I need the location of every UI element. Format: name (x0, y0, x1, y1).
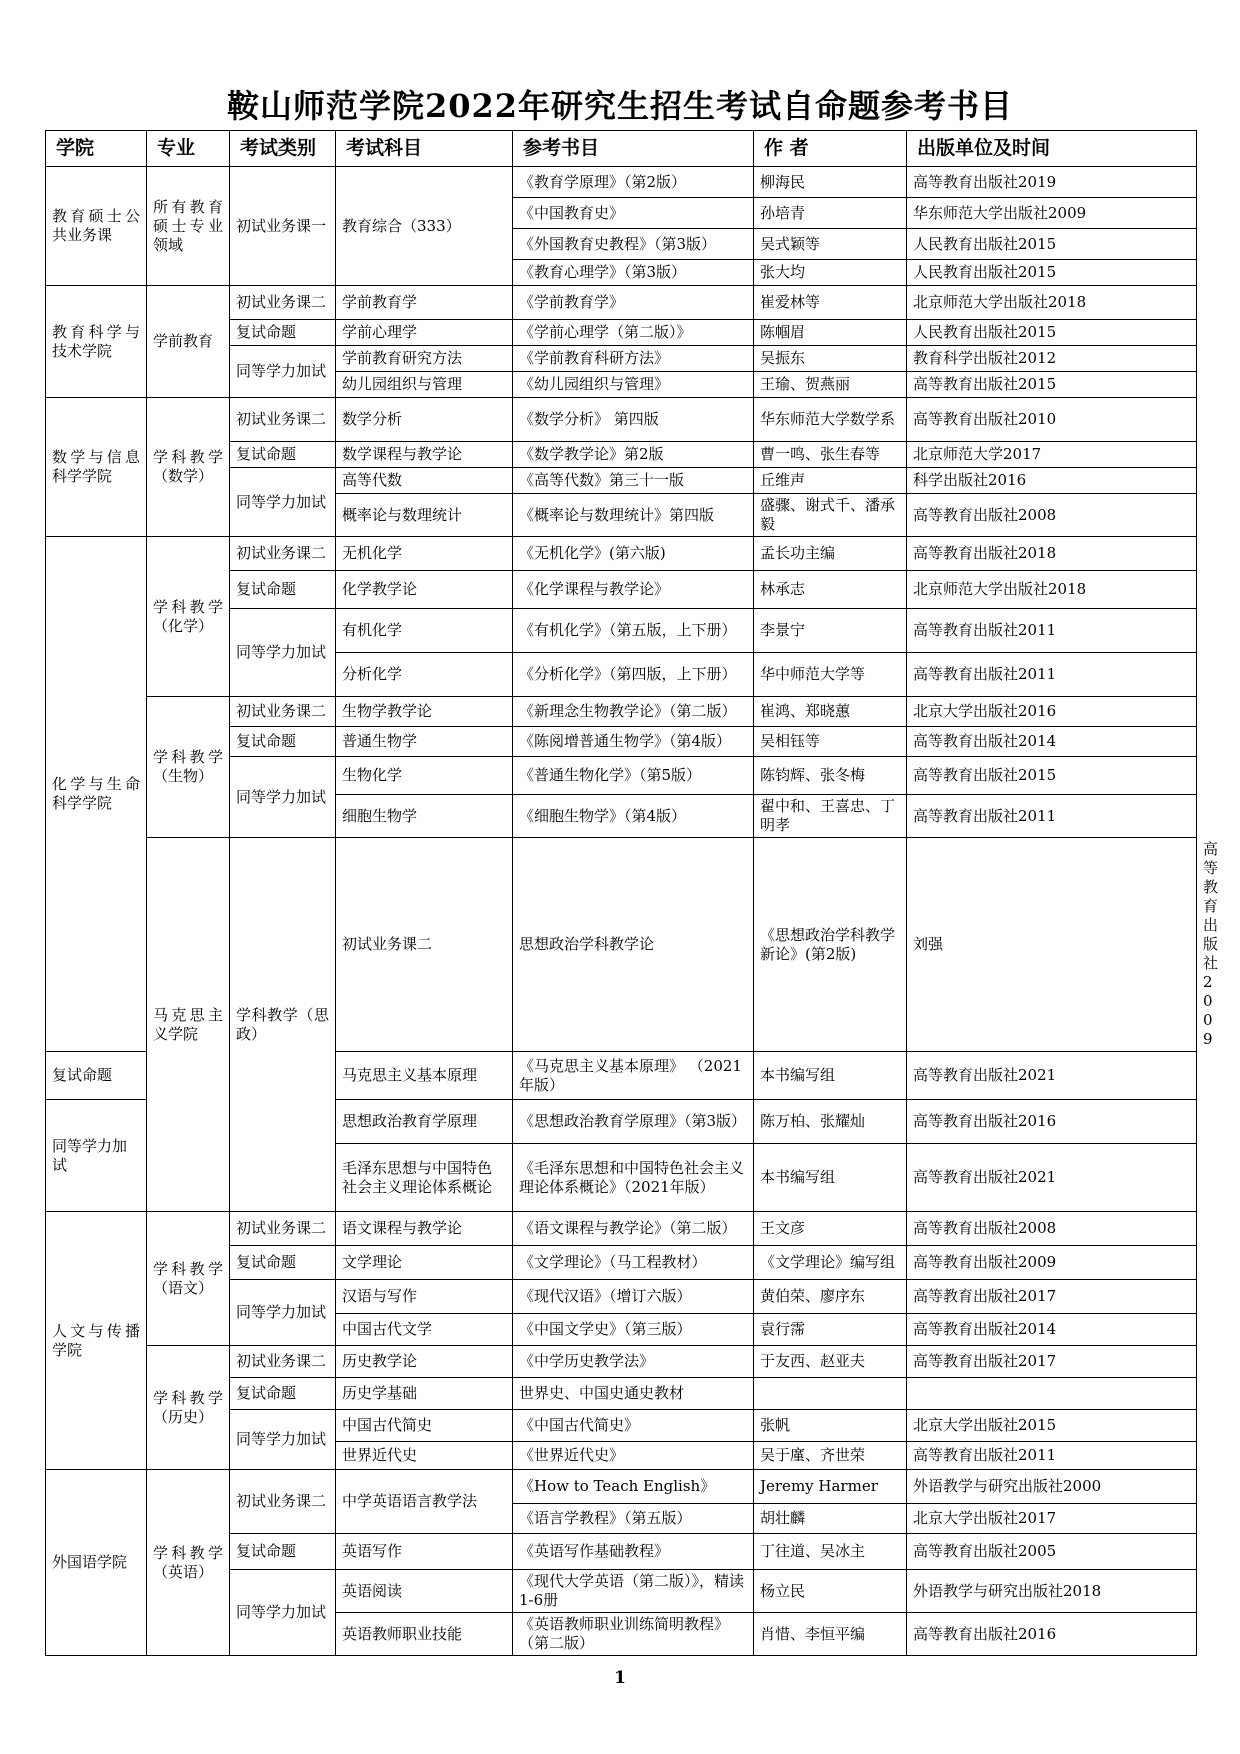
table-row (46, 697, 1197, 727)
table-cell: 初试业务课二 (230, 697, 336, 727)
table-cell: 学前教育研究方法 (336, 346, 513, 372)
table-cell: 学科教学（历史） (147, 1346, 230, 1470)
table-cell: 同等学力加试 (230, 757, 336, 838)
table-cell: 初试业务课二 (230, 1346, 336, 1378)
table-cell: 高等教育出版社2011 (907, 653, 1197, 697)
page-number: 1 (614, 1668, 626, 1688)
table-cell: 高等教育出版社2009 (907, 1246, 1197, 1280)
table-cell: 吴相钰等 (754, 727, 907, 757)
table-cell: 同等学力加试 (230, 609, 336, 697)
table-cell: 《How to Teach English》 (513, 1470, 754, 1504)
table-cell: 《英语教师职业训练简明教程》（第二版） (513, 1613, 754, 1656)
table-cell: 数学与信息科学学院 (46, 398, 147, 537)
table-cell: 陈帼眉 (754, 320, 907, 346)
table-cell: 汉语与写作 (336, 1280, 513, 1314)
table-cell: 中国古代简史 (336, 1410, 513, 1442)
table-cell: 学前教育 (147, 286, 230, 398)
table-cell: 王瑜、贺燕丽 (754, 372, 907, 398)
table-cell: 《教育心理学》（第3版） (513, 260, 754, 286)
table-cell: 人民教育出版社2015 (907, 320, 1197, 346)
table-cell: 毛泽东思想与中国特色社会主义理论体系概论 (336, 1144, 513, 1212)
table-cell: 同等学力加试 (230, 1570, 336, 1656)
table-cell: 《思想政治教育学原理》（第3版） (513, 1100, 754, 1144)
table-cell: 高等教育出版社2016 (907, 1100, 1197, 1144)
table-cell: 北京师范大学出版社2018 (907, 571, 1197, 609)
table-cell: 《文学理论》编写组 (754, 1246, 907, 1280)
table-cell: 《中国教育史》 (513, 198, 754, 229)
table-cell: 《学前教育科研方法》 (513, 346, 754, 372)
table-cell: 外国语学院 (46, 1470, 147, 1656)
table-cell: 生物学教学论 (336, 697, 513, 727)
table-cell: 李景宁 (754, 609, 907, 653)
table-cell: 人民教育出版社2015 (907, 229, 1197, 260)
table-cell: 马克思主义学院 (147, 838, 230, 1212)
table-cell: 高等教育出版社2021 (907, 1052, 1197, 1100)
table-cell: 高等教育出版社2016 (907, 1613, 1197, 1656)
table-cell: 复试命题 (230, 320, 336, 346)
table-cell: 同等学力加试 (230, 346, 336, 398)
table-cell: 高等教育出版社2011 (907, 609, 1197, 653)
table-cell: 所有教育硕士专业领域 (147, 167, 230, 286)
table-row (46, 1212, 1197, 1246)
table-cell: 《中国古代简史》 (513, 1410, 754, 1442)
table-cell: 杨立民 (754, 1570, 907, 1613)
table-cell: 高等教育出版社2017 (907, 1280, 1197, 1314)
table-cell: 《概率论与数理统计》第四版 (513, 494, 754, 537)
table-cell: 《无机化学》(第六版) (513, 537, 754, 571)
table-cell: 吴振东 (754, 346, 907, 372)
table-cell: 高等代数 (336, 468, 513, 494)
table-cell: 化学教学论 (336, 571, 513, 609)
table-cell: 《中学历史教学法》 (513, 1346, 754, 1378)
table-cell: 中国古代文学 (336, 1314, 513, 1346)
table-cell: 高等教育出版社2011 (907, 1442, 1197, 1470)
header-publisher: 出版单位及时间 (907, 131, 1197, 167)
table-cell: 高等教育出版社2018 (907, 537, 1197, 571)
table-cell: 《分析化学》（第四版，上下册） (513, 653, 754, 697)
table-cell: 北京师范大学2017 (907, 442, 1197, 468)
table-cell: 学科教学（数学） (147, 398, 230, 537)
table-cell: 高等教育出版社2014 (907, 1314, 1197, 1346)
table-cell: 《化学课程与教学论》 (513, 571, 754, 609)
table-cell: 世界史、中国史通史教材 (513, 1378, 754, 1410)
table-cell: 《细胞生物学》（第4版） (513, 795, 754, 838)
table-cell: 细胞生物学 (336, 795, 513, 838)
table-cell: 《学前心理学（第二版）》 (513, 320, 754, 346)
table-cell: 历史教学论 (336, 1346, 513, 1378)
table-cell: 幼儿园组织与管理 (336, 372, 513, 398)
table-cell: 孙培青 (754, 198, 907, 229)
table-cell: 学前心理学 (336, 320, 513, 346)
table-cell: 刘强 (907, 838, 1197, 1052)
table-cell: 高等教育出版社2011 (907, 795, 1197, 838)
table-cell: 《幼儿园组织与管理》 (513, 372, 754, 398)
table-cell: 教育科学与技术学院 (46, 286, 147, 398)
table-cell: 思想政治教育学原理 (336, 1100, 513, 1144)
table-cell: 英语写作 (336, 1534, 513, 1570)
table-cell: 复试命题 (230, 571, 336, 609)
table-cell: 数学课程与教学论 (336, 442, 513, 468)
table-cell: 《语文课程与教学论》（第二版） (513, 1212, 754, 1246)
table-cell: 华中师范大学等 (754, 653, 907, 697)
table-cell: 高等教育出版社2017 (907, 1346, 1197, 1378)
table-cell: 《有机化学》（第五版，上下册） (513, 609, 754, 653)
table-cell: 张帆 (754, 1410, 907, 1442)
table-cell: 张大均 (754, 260, 907, 286)
table-cell: 数学分析 (336, 398, 513, 442)
table-cell: 黄伯荣、廖序东 (754, 1280, 907, 1314)
table-cell: 《毛泽东思想和中国特色社会主义理论体系概论》（2021年版） (513, 1144, 754, 1212)
table-cell: 高等教育出版社2008 (907, 1212, 1197, 1246)
table-cell (907, 1378, 1197, 1410)
table-body (46, 167, 1219, 1656)
table-cell: 教育硕士公共业务课 (46, 167, 147, 286)
table-cell: 高等教育出版社2014 (907, 727, 1197, 757)
table-cell: 袁行霈 (754, 1314, 907, 1346)
table-cell: 《学前教育学》 (513, 286, 754, 320)
table-cell: 《高等代数》第三十一版 (513, 468, 754, 494)
table-cell: 有机化学 (336, 609, 513, 653)
table-cell: 翟中和、王喜忠、丁明孝 (754, 795, 907, 838)
table-row (46, 167, 1197, 198)
table-cell: 文学理论 (336, 1246, 513, 1280)
table-cell: 《数学教学论》第2版 (513, 442, 754, 468)
table-cell: 北京师范大学出版社2018 (907, 286, 1197, 320)
table-cell: 复试命题 (230, 442, 336, 468)
table-cell: 丘维声 (754, 468, 907, 494)
table-cell: 同等学力加试 (46, 1100, 147, 1212)
table-cell: 曹一鸣、张生春等 (754, 442, 907, 468)
table-cell: 吴式颖等 (754, 229, 907, 260)
table-cell: 人民教育出版社2015 (907, 260, 1197, 286)
table-cell: 《马克思主义基本原理》 （2021年版） (513, 1052, 754, 1100)
table-cell: 高等教育出版社2015 (907, 757, 1197, 795)
table-row (46, 1470, 1197, 1504)
table-cell: 崔爱林等 (754, 286, 907, 320)
table-cell: 马克思主义基本原理 (336, 1052, 513, 1100)
table-cell: 《中国文学史》（第三版） (513, 1314, 754, 1346)
table-cell: 初试业务课二 (230, 1470, 336, 1534)
table-cell: 《普通生物化学》（第5版） (513, 757, 754, 795)
table-header-row (46, 131, 1197, 167)
table-cell: 初试业务课二 (230, 286, 336, 320)
header-exam-subject: 考试科目 (336, 131, 513, 167)
header-college: 学院 (46, 131, 147, 167)
table-cell: 《思想政治学科教学新论》(第2版) (754, 838, 907, 1052)
table-cell: 初试业务课二 (230, 537, 336, 571)
table-cell: 本书编写组 (754, 1144, 907, 1212)
table-cell: 《现代汉语》（增订六版） (513, 1280, 754, 1314)
table-row: 马克思主义学院 学科教学（思政） 初试业务课二 思想政治学科教学论 《思想政治学科教学新论》(第2版) 刘强 高等教育出版社2009 (46, 838, 1197, 1052)
table-cell: Jeremy Harmer (754, 1470, 907, 1504)
table-cell: 《外国教育史教程》（第3版） (513, 229, 754, 260)
table-cell: 王文彦 (754, 1212, 907, 1246)
header-major: 专业 (147, 131, 230, 167)
table-row (46, 537, 1197, 571)
table-cell: 孟长功主编 (754, 537, 907, 571)
table-cell: 高等教育出版社2019 (907, 167, 1197, 198)
table-cell: 丁往道、吴冰主 (754, 1534, 907, 1570)
table-cell: 外语教学与研究出版社2000 (907, 1470, 1197, 1504)
table-cell: 教育科学出版社2012 (907, 346, 1197, 372)
table-cell: 吴于廑、齐世荣 (754, 1442, 907, 1470)
table-cell: 学前教育学 (336, 286, 513, 320)
table-cell: 高等教育出版社2010 (907, 398, 1197, 442)
table-cell: 《陈阅增普通生物学》（第4版） (513, 727, 754, 757)
table-cell: 初试业务课二 (230, 398, 336, 442)
table-cell: 陈钧辉、张冬梅 (754, 757, 907, 795)
table-cell: 高等教育出版社2021 (907, 1144, 1197, 1212)
table-cell: 北京大学出版社2016 (907, 697, 1197, 727)
table-cell: 盛骤、谢式千、潘承毅 (754, 494, 907, 537)
table-cell: 概率论与数理统计 (336, 494, 513, 537)
page-title: 鞍山师范学院2022年研究生招生考试自命题参考书目 (226, 87, 1014, 125)
table-cell: 英语阅读 (336, 1570, 513, 1613)
table-cell: 于友西、赵亚夫 (754, 1346, 907, 1378)
table-cell: 无机化学 (336, 537, 513, 571)
table-cell: 复试命题 (230, 1246, 336, 1280)
table-cell: 北京大学出版社2015 (907, 1410, 1197, 1442)
table-cell: 复试命题 (230, 1378, 336, 1410)
table-cell: 同等学力加试 (230, 468, 336, 537)
reference-book-table (45, 130, 1219, 1656)
table-cell: 语文课程与教学论 (336, 1212, 513, 1246)
table-cell: 初试业务课二 (230, 1212, 336, 1246)
table-cell: 初试业务课二 (336, 838, 513, 1052)
table-cell: 《教育学原理》（第2版） (513, 167, 754, 198)
table-cell: 《英语写作基础教程》 (513, 1534, 754, 1570)
table-cell: 胡壮麟 (754, 1504, 907, 1534)
table-row (46, 1346, 1197, 1378)
table-cell: 《文学理论》（马工程教材） (513, 1246, 754, 1280)
table-cell: 学科教学（生物） (147, 697, 230, 838)
table-cell: 华东师范大学数学系 (754, 398, 907, 442)
table-cell: 世界近代史 (336, 1442, 513, 1470)
table-cell: 人文与传播学院 (46, 1212, 147, 1470)
table-cell: 高等教育出版社2015 (907, 372, 1197, 398)
table-cell: 教育综合（333） (336, 167, 513, 286)
table-cell: 复试命题 (230, 727, 336, 757)
table-cell: 同等学力加试 (230, 1280, 336, 1346)
table-cell: 复试命题 (46, 1052, 147, 1100)
table-cell: 同等学力加试 (230, 1410, 336, 1470)
table-cell: 学科教学（语文） (147, 1212, 230, 1346)
table-cell: 北京大学出版社2017 (907, 1504, 1197, 1534)
table-cell (754, 1378, 907, 1410)
table-row (46, 398, 1197, 442)
table-cell: 崔鸿、郑晓蕙 (754, 697, 907, 727)
header-author: 作 者 (754, 131, 907, 167)
table-cell: 科学出版社2016 (907, 468, 1197, 494)
table-cell: 高等教育出版社2008 (907, 494, 1197, 537)
table-cell: 本书编写组 (754, 1052, 907, 1100)
table-cell: 生物化学 (336, 757, 513, 795)
table-cell: 初试业务课一 (230, 167, 336, 286)
table-cell: 历史学基础 (336, 1378, 513, 1410)
header-exam-type: 考试类别 (230, 131, 336, 167)
table-cell: 《世界近代史》 (513, 1442, 754, 1470)
header-reference-book: 参考书目 (513, 131, 754, 167)
table-cell: 复试命题 (230, 1534, 336, 1570)
table-cell: 思想政治学科教学论 (513, 838, 754, 1052)
table-cell: 柳海民 (754, 167, 907, 198)
table-cell: 中学英语语言教学法 (336, 1470, 513, 1534)
table-cell: 高等教育出版社2005 (907, 1534, 1197, 1570)
table-cell: 林承志 (754, 571, 907, 609)
table-cell: 华东师范大学出版社2009 (907, 198, 1197, 229)
table-cell: 肖惜、李恒平编 (754, 1613, 907, 1656)
table-cell: 《新理念生物教学论》（第二版） (513, 697, 754, 727)
table-cell: 外语教学与研究出版社2018 (907, 1570, 1197, 1613)
table-cell: 《语言学教程》（第五版） (513, 1504, 754, 1534)
table-cell: 学科教学（英语） (147, 1470, 230, 1656)
table-cell: 化学与生命科学学院 (46, 537, 147, 1052)
table-cell: 学科教学（化学） (147, 537, 230, 697)
table-cell: 学科教学（思政） (230, 838, 336, 1212)
table-cell: 英语教师职业技能 (336, 1613, 513, 1656)
table-cell: 《现代大学英语（第二版）》，精读1-6册 (513, 1570, 754, 1613)
table-cell: 《数学分析》 第四版 (513, 398, 754, 442)
table-cell: 普通生物学 (336, 727, 513, 757)
table-row (46, 286, 1197, 320)
table-cell: 陈万柏、张耀灿 (754, 1100, 907, 1144)
table-cell: 分析化学 (336, 653, 513, 697)
